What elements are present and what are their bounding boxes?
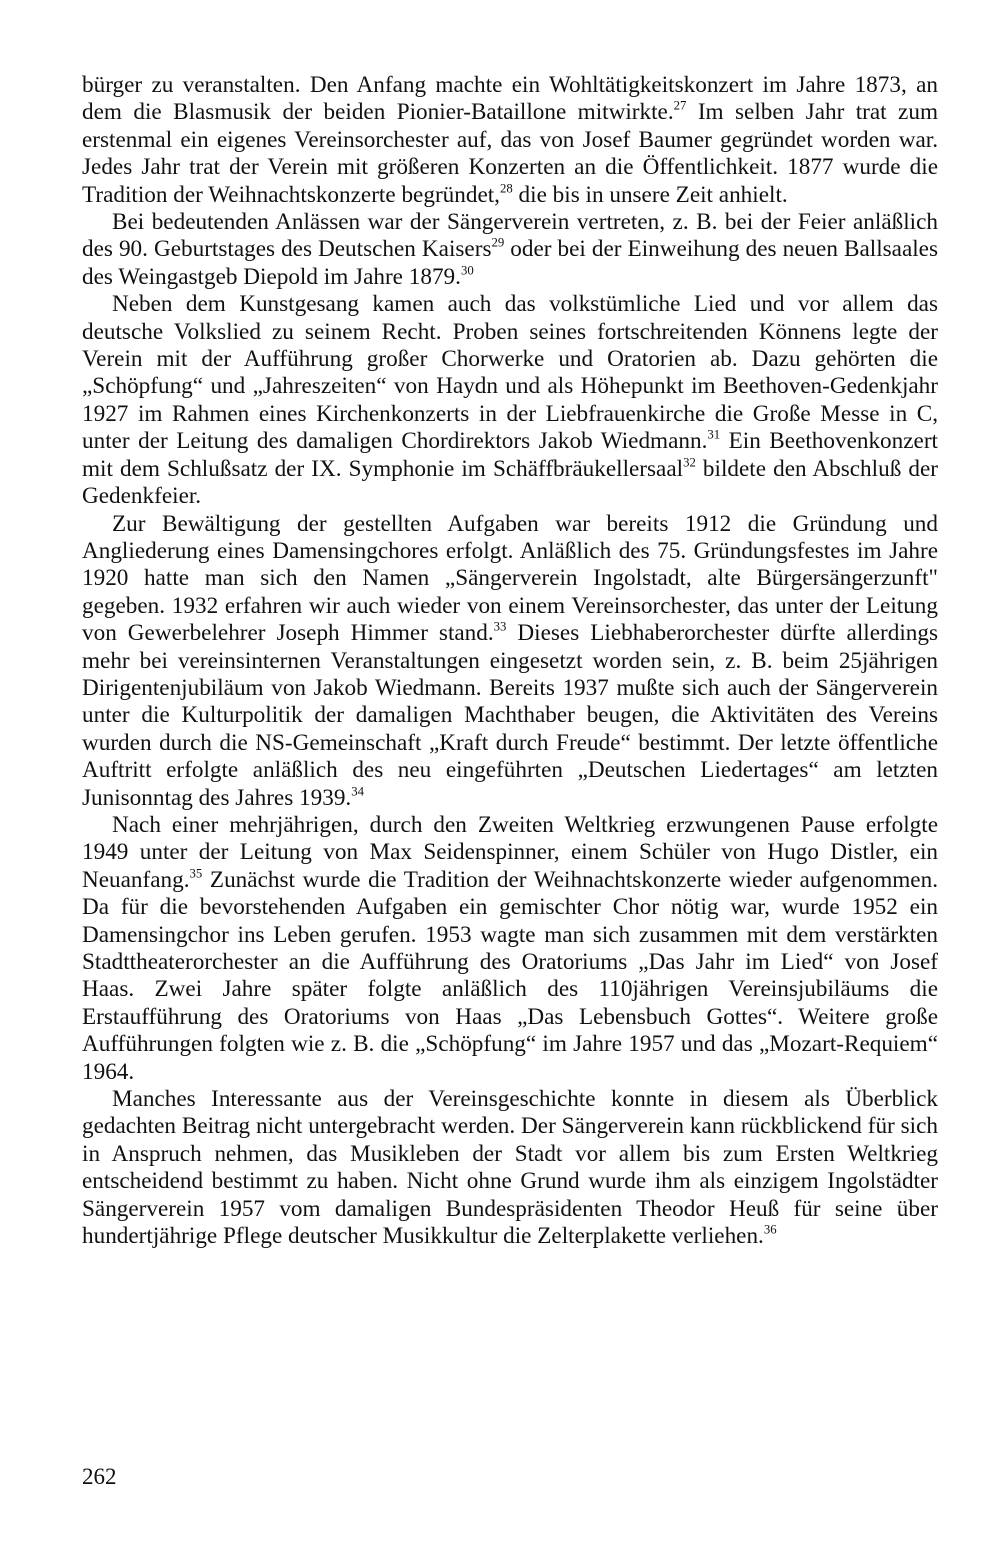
text-run: Zunächst wurde die Tradition der Weihnachtskonzerte wieder aufgenommen. Da für die bevorstehenden Aufgaben ein gemischter Chor nötig war, wurde 1952 ein Damensingchor ins Leben gerufen. 1953 wagte man sich zusammen mit dem verstärkten Stadttheaterorchester an die Aufführung des Oratoriums „Das Jahr im Lied“ von Josef Haas. Zwei Jahre später folgte anläßlich des 110jährigen Vereinsjubiläums die Erstaufführung des Oratoriums von Haas „Das Lebensbuch Gottes“. Weitere große Aufführungen folgten wie z. B. die „Schöpfung“ im Jahre 1957 und das „Mozart-Requiem“ 1964.: [82, 866, 938, 1085]
text-run: Zur Bewältigung der gestellten Aufgaben war bereits 1912 die Gründung und Angliederung eines Damensingchores erfolgt. Anläßlich des 75. Gründungsfestes im Jahre 1920 hatte man sich den Namen „Sängerverein Ingolstadt, alte Bürgersängerzunft" gegeben. 1932 erfahren wir auch wieder von einem Vereinsorchester, das unter der Leitung von Gewerbelehrer Joseph Himmer stand.: [82, 510, 938, 647]
text-run: Nach einer mehrjährigen, durch den Zweiten Weltkrieg erzwungenen Pause erfolgte 1949 unter der Leitung von Max Seidenspinner, einem Schüler von Hugo Distler, ein Neuanfang.: [82, 811, 938, 893]
body-text: [82, 72, 938, 1250]
paragraph: [82, 209, 938, 291]
text-run: bürger zu veranstalten. Den Anfang machte ein Wohltätigkeitskonzert im Jahre 1873, an dem die Blasmusik der beiden Pionier-Bataillone mitwirkte.: [82, 72, 938, 126]
text-run: bildete den Abschluß der Gedenkfeier.: [82, 455, 938, 510]
paragraph: [82, 291, 938, 510]
footnote-marker: 36: [763, 1222, 777, 1237]
text-run: oder bei der Einweihung des neuen Ballsaales des Weingastgeb Diepold im Jahre 1879.: [82, 236, 938, 290]
text-run: Neben dem Kunstgesang kamen auch das volkstümliche Lied und vor allem das deutsche Volkslied zu seinem Recht. Proben seines fortschreitenden Könnens legte der Verein mit der Aufführung großer Chorwerke und Oratorien ab. Dazu gehörten die „Schöpfung“ und „Jahreszeiten“ von Haydn und als Höhepunkt im Beethoven-Gedenkjahr 1927 im Rahmen eines Kirchenkonzerts in der Liebfrauenkirche die Große Messe in C, unter der Leitung des damaligen Chordirektors Jakob Wiedmann.: [82, 291, 938, 455]
text-run: Ein Beethovenkonzert mit dem Schlußsatz der IX. Symphonie im Schäffbräukellersaal: [82, 428, 938, 482]
footnote-marker: 32: [683, 455, 696, 470]
text-run: Im selben Jahr trat zum erstenmal ein eigenes Vereinsorchester auf, das von Josef Baumer gegründet worden war. Jedes Jahr trat der Verein mit größeren Konzerten an die Öffentlichkeit. 1877 wurde die Tradition der Weihnachtskonzerte begründet,: [82, 99, 938, 208]
text-run: Manches Interessante aus der Vereinsgeschichte konnte in diesem als Überblick gedachten Beitrag nicht untergebracht werden. Der Sängerverein kann rückblickend für sich in Anspruch nehmen, das Musikleben der Stadt vor allem bis zum Ersten Weltkrieg entscheidend bestimmt zu haben. Nicht ohne Grund wurde ihm als einzigem Ingolstädter Sängerverein 1957 vom damaligen Bundespräsidenten Theodor Heuß für seine über hundertjährige Pflege deutscher Musikkultur die Zelterplakette verliehen.: [82, 1086, 938, 1250]
page-number: 262: [82, 1464, 117, 1489]
text-run: die bis in unsere Zeit anhielt.: [512, 181, 788, 208]
footnote-marker: 30: [460, 263, 474, 278]
paragraph: [82, 1086, 938, 1250]
paragraph: [82, 511, 938, 812]
text-run: Dieses Liebhaberorchester dürfte allerdings mehr bei vereinsinternen Veranstaltungen eingesetzt worden sein, z. B. beim 25jährigen Dirigentenjubiläum von Jakob Wiedmann. Bereits 1937 mußte sich auch der Sängerverein unter die Kulturpolitik der damaligen Machthaber beugen, die Aktivitäten des Vereins wurden durch die NS-Gemeinschaft „Kraft durch Freude“ bestimmt. Der letzte öffentliche Auftritt erfolgte anläßlich des neu eingeführten „Deutschen Liedertages“ am letzten Junisonntag des Jahres 1939.: [82, 620, 938, 811]
footnote-marker: 34: [351, 784, 364, 798]
footnote-marker: 35: [189, 866, 203, 881]
footnote-marker: 28: [499, 181, 513, 196]
footnote-marker: 31: [707, 427, 721, 442]
paragraph: [82, 72, 938, 209]
footnote-marker: 29: [491, 235, 505, 250]
footnote-marker: 27: [673, 98, 687, 113]
text-run: Bei bedeutenden Anlässen war der Sängerverein vertreten, z. B. bei der Feier anläßlich des 90. Geburtstages des Deutschen Kaisers: [82, 209, 938, 263]
footnote-marker: 33: [493, 619, 507, 634]
paragraph: [82, 812, 938, 1086]
